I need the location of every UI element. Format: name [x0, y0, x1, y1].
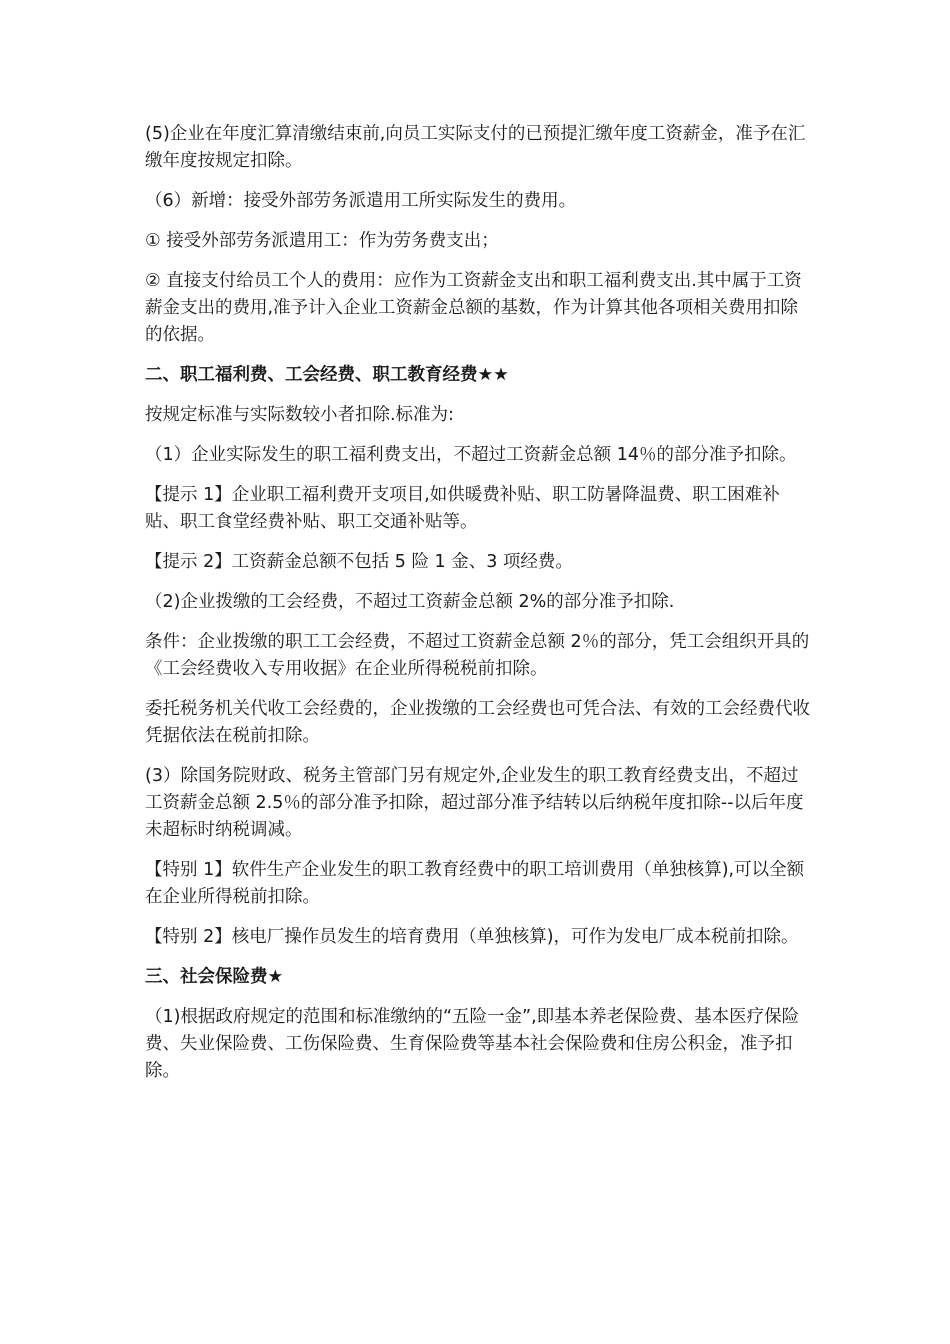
paragraph-tip-2: 【提示 2】工资薪金总额不包括 5 险 1 金、3 项经费。 [145, 552, 573, 572]
paragraph-welfare-expense: （1）企业实际发生的职工福利费支出，不超过工资薪金总额 14％的部分准予扣除。 [145, 445, 797, 465]
paragraph-5-year-end-salary: (5)企业在年度汇算清缴结束前,向员工实际支付的已预提汇缴年度工资薪金，准予在汇缴年度按规定扣除。 [145, 124, 806, 171]
paragraph-union-fees: （2)企业拨缴的工会经费，不超过工资薪金总额 2%的部分准予扣除. [145, 592, 675, 612]
paragraph-tip-1: 【提示 1】企业职工福利费开支项目,如供暖费补贴、职工防暑降温费、职工困难补贴、职工食堂经费补贴、职工交通补贴等。 [145, 485, 780, 532]
paragraph-education-expense: (3）除国务院财政、税务主管部门另有规定外,企业发生的职工教育经费支出，不超过工资薪金总额 2.5％的部分准予扣除，超过部分准予结转以后纳税年度扣除--以后年度未超标时纳税调减。 [145, 766, 804, 840]
section-heading-2: 二、职工福利费、工会经费、职工教育经费★★ [145, 365, 509, 385]
paragraph-union-fee-condition: 条件：企业拨缴的职工工会经费，不超过工资薪金总额 2％的部分，凭工会组织开具的《工会经费收入专用收据》在企业所得税税前扣除。 [145, 632, 810, 679]
paragraph-labor-dispatch-item-1: ① 接受外部劳务派遣用工：作为劳务费支出； [145, 231, 499, 251]
paragraph-6-labor-dispatch: （6）新增：接受外部劳务派遣用工所实际发生的费用。 [145, 191, 577, 211]
paragraph-union-fee-tax-collection: 委托税务机关代收工会经费的，企业拨缴的工会经费也可凭合法、有效的工会经费代收凭据依法在税前扣除。 [145, 699, 810, 746]
paragraph-social-insurance: （1)根据政府规定的范围和标准缴纳的“五险一金”,即基本养老保险费、基本医疗保险费、失业保险费、工伤保险费、生育保险费等基本社会保险费和住房公积金，准予扣除。 [145, 1007, 800, 1081]
paragraph-standard-intro: 按规定标准与实际数较小者扣除.标准为: [145, 405, 454, 425]
paragraph-labor-dispatch-item-2: ② 直接支付给员工个人的费用：应作为工资薪金支出和职工福利费支出.其中属于工资薪金支出的费用,准予计入企业工资薪金总额的基数，作为计算其他各项相关费用扣除的依据。 [145, 271, 802, 345]
paragraph-special-2: 【特别 2】核电厂操作员发生的培育费用（单独核算)，可作为发电厂成本税前扣除。 [145, 927, 799, 947]
paragraph-special-1: 【特别 1】软件生产企业发生的职工教育经费中的职工培训费用（单独核算),可以全额在企业所得税前扣除。 [145, 860, 805, 907]
document-body [145, 121, 810, 1098]
section-heading-3: 三、社会保险费★ [145, 967, 284, 987]
